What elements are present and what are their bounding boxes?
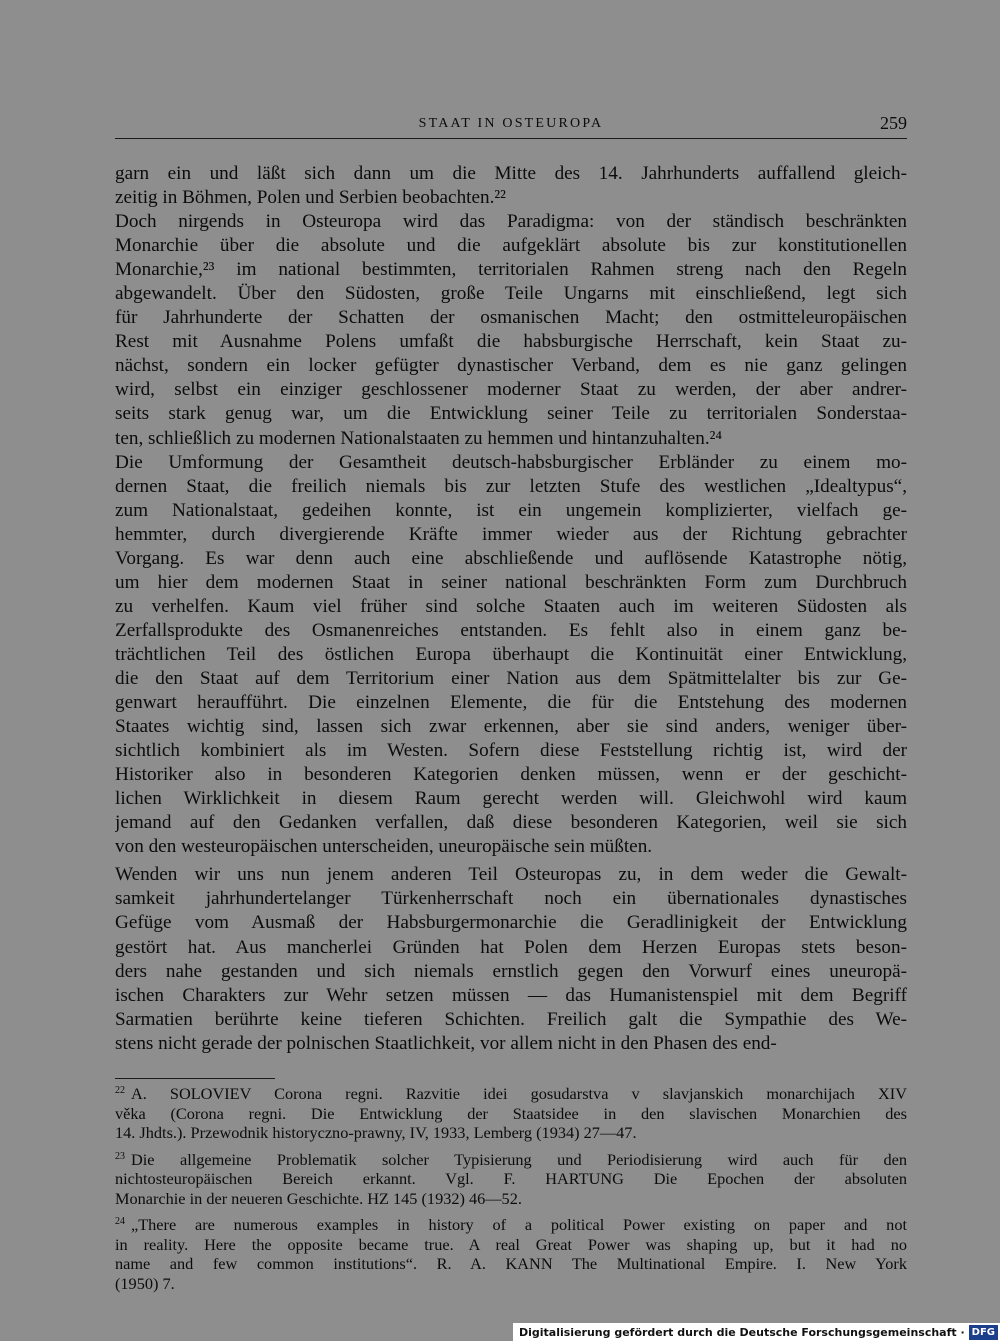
text-line: ischen Charakters zur Wehr setzen müssen — das Humanistenspiel mit dem Begriff bbox=[115, 984, 907, 1006]
footnote-rule bbox=[115, 1078, 275, 1079]
text-line: Rest mit Ausnahme Polens umfaßt die habsburgische Herrschaft, kein Staat zu- bbox=[115, 331, 907, 353]
text-line: für Jahrhunderte der Schatten der osmanischen Macht; den ostmitteleuropäischen bbox=[115, 307, 907, 329]
text-line: trächtlichen Teil des östlichen Europa überhaupt die Kontinuität einer Entwicklung, bbox=[115, 643, 907, 665]
footnote-text: Die allgemeine Problematik solcher Typisierung und Periodisierung wird auch für den bbox=[131, 1149, 907, 1169]
text-line: Zerfallsprodukte des Osmanenreiches entstanden. Es fehlt also in einem ganz be- bbox=[115, 619, 907, 641]
text-line: Staates wichtig sind, lassen sich zwar erkennen, aber sie sind anders, weniger über- bbox=[115, 716, 907, 738]
text-line: garn ein und läßt sich dann um die Mitte des 14. Jahrhunderts auffallend gleich- bbox=[115, 163, 907, 184]
text-line: Die Umformung der Gesamtheit deutsch-habsburgischer Erbländer zu einem mo- bbox=[115, 451, 907, 473]
footnote bbox=[115, 1150, 907, 1209]
footnote-mark: 22 bbox=[115, 1085, 125, 1096]
text-line: Monarchie über die absolute und die aufgeklärt absolute bis zur konstitutionellen bbox=[115, 235, 907, 257]
running-title: STAAT IN OSTEUROPA bbox=[418, 116, 604, 131]
text-line: Wenden wir uns nun jenem anderen Teil Osteuropas zu, in dem weder die Gewalt- bbox=[115, 864, 907, 886]
footnote-line bbox=[115, 1150, 907, 1170]
text-line: nächst, sondern ein locker gefügter dynastischer Verband, dem es nie ganz gelingen bbox=[115, 355, 907, 377]
text-line: samkeit jahrhundertelanger Türkenherrschaft noch ein übernationales dynastisches bbox=[115, 888, 907, 910]
footnote-line: in reality. Here the opposite became true. A real Great Power was shaping up, but it had no bbox=[115, 1234, 907, 1254]
footnote-line: Monarchie in der neueren Geschichte. HZ 145 (1932) 46—52. bbox=[115, 1188, 522, 1208]
digitization-credit bbox=[513, 1323, 1000, 1341]
footnote-line: nichtosteuropäischen Bereich erkannt. Vgl. F. HARTUNG Die Epochen der absoluten bbox=[115, 1169, 907, 1188]
text-line: Monarchie,²³ im national bestimmten, territorialen Rahmen streng nach den Regeln bbox=[115, 259, 907, 281]
text-line: ten, schließlich zu modernen Nationalstaaten zu hemmen und hintanzuhalten.²⁴ bbox=[115, 427, 723, 449]
footnotes bbox=[115, 1084, 907, 1300]
text-line: abgewandelt. Über den Südosten, große Teile Ungarns mit einschließend, legt sich bbox=[115, 283, 907, 305]
text-line: dernen Staat, die freilich niemals bis zur letzten Stufe des westlichen „Idealtypus“, bbox=[115, 475, 907, 497]
paragraph bbox=[115, 863, 907, 1055]
header-rule bbox=[115, 138, 907, 139]
paragraph bbox=[115, 162, 907, 210]
text-line: wird, selbst ein einziger geschlossener moderner Staat zu werden, der aber andrer- bbox=[115, 379, 907, 401]
footnote-text: A. SOLOVIEV Corona regni. Razvitie idei gosudarstva v slavjanskich monarchijach XIV bbox=[131, 1084, 907, 1103]
text-line: Historiker also in besonderen Kategorien denken müssen, wenn er der geschicht- bbox=[115, 764, 907, 786]
body-text bbox=[115, 162, 907, 1056]
text-line: stens nicht gerade der polnischen Staatlichkeit, vor allem nicht in den Phasen des end- bbox=[115, 1032, 777, 1054]
text-line: zeitig in Böhmen, Polen und Serbien beobachten.²² bbox=[115, 187, 506, 209]
footnote-line: 14. Jhdts.). Przewodnik historyczno-prawny, IV, 1933, Lemberg (1934) 27—47. bbox=[115, 1123, 637, 1142]
paragraph bbox=[115, 451, 907, 860]
text-line: ders nahe gestanden und sich niemals ernstlich gegen den Vorwurf eines uneuropä- bbox=[115, 960, 907, 982]
text-line: seits stark genug war, um die Entwicklung seiner Teile zu territorialen Sonderstaa- bbox=[115, 403, 907, 425]
footnote-mark: 23 bbox=[115, 1150, 125, 1162]
text-line: Doch nirgends in Osteuropa wird das Paradigma: von der ständisch beschränkten bbox=[115, 211, 907, 233]
footnote bbox=[115, 1215, 907, 1293]
text-line: jemand auf den Gedanken verfallen, daß diese besonderen Kategorien, weil sie sich bbox=[115, 812, 907, 834]
text-line: Vorgang. Es war denn auch eine abschließende und auflösende Katastrophe nötig, bbox=[115, 547, 907, 569]
footnote-line bbox=[115, 1215, 907, 1235]
credit-text: Digitalisierung gefördert durch die Deutsche Forschungsgemeinschaft · bbox=[518, 1325, 965, 1339]
running-head bbox=[115, 113, 907, 137]
text-line: lichen Wirklichkeit in diesem Raum gerecht werden will. Gleichwohl wird kaum bbox=[115, 788, 907, 810]
text-line: genwart heraufführt. Die einzelnen Elemente, die für die Entstehung des modernen bbox=[115, 692, 907, 714]
text-line: Gefüge vom Ausmaß der Habsburgermonarchie die Geradlinigkeit der Entwicklung bbox=[115, 912, 907, 934]
text-line: gestört hat. Aus mancherlei Gründen hat Polen dem Herzen Europas stets beson- bbox=[115, 936, 907, 958]
text-line: die den Staat auf dem Territorium einer Nation aus dem Spätmittelalter bis zur Ge- bbox=[115, 667, 907, 689]
footnote-line: name and few common institutions“. R. A. KANN The Multinational Empire. I. New York bbox=[115, 1254, 907, 1273]
footnote-line bbox=[115, 1084, 907, 1104]
text-line: Sarmatien berührte keine tieferen Schichten. Freilich galt die Sympathie des We- bbox=[115, 1008, 907, 1030]
text-line: um hier dem modernen Staat in seiner national beschränkten Form zum Durchbruch bbox=[115, 571, 907, 593]
text-line: zum Nationalstaat, gedeihen konnte, ist ein ungemein komplizierter, vielfach ge- bbox=[115, 499, 907, 521]
page-number: 259 bbox=[880, 113, 907, 133]
footnote-line: (1950) 7. bbox=[115, 1273, 175, 1293]
footnote-line: věka (Corona regni. Die Entwicklung der Staatsidee in den slavischen Monarchien des bbox=[115, 1103, 907, 1123]
text-line: zu verhelfen. Kaum viel früher sind solche Staaten auch im weiteren Südosten als bbox=[115, 595, 907, 617]
text-line: von den westeuropäischen unterscheiden, uneuropäische sein müßten. bbox=[115, 836, 653, 858]
footnote-mark: 24 bbox=[115, 1216, 125, 1227]
text-line: hemmter, durch divergierende Kräfte immer wieder aus der Richtung gebrachter bbox=[115, 523, 907, 545]
dfg-logo: DFG bbox=[969, 1325, 998, 1340]
paragraph bbox=[115, 210, 907, 450]
footnote bbox=[115, 1084, 907, 1143]
footnote-text: „There are numerous examples in history of a political Power existing on paper and not bbox=[131, 1215, 907, 1234]
text-line: sichtlich kombiniert als im Westen. Sofern diese Feststellung richtig ist, wird der bbox=[115, 740, 907, 762]
